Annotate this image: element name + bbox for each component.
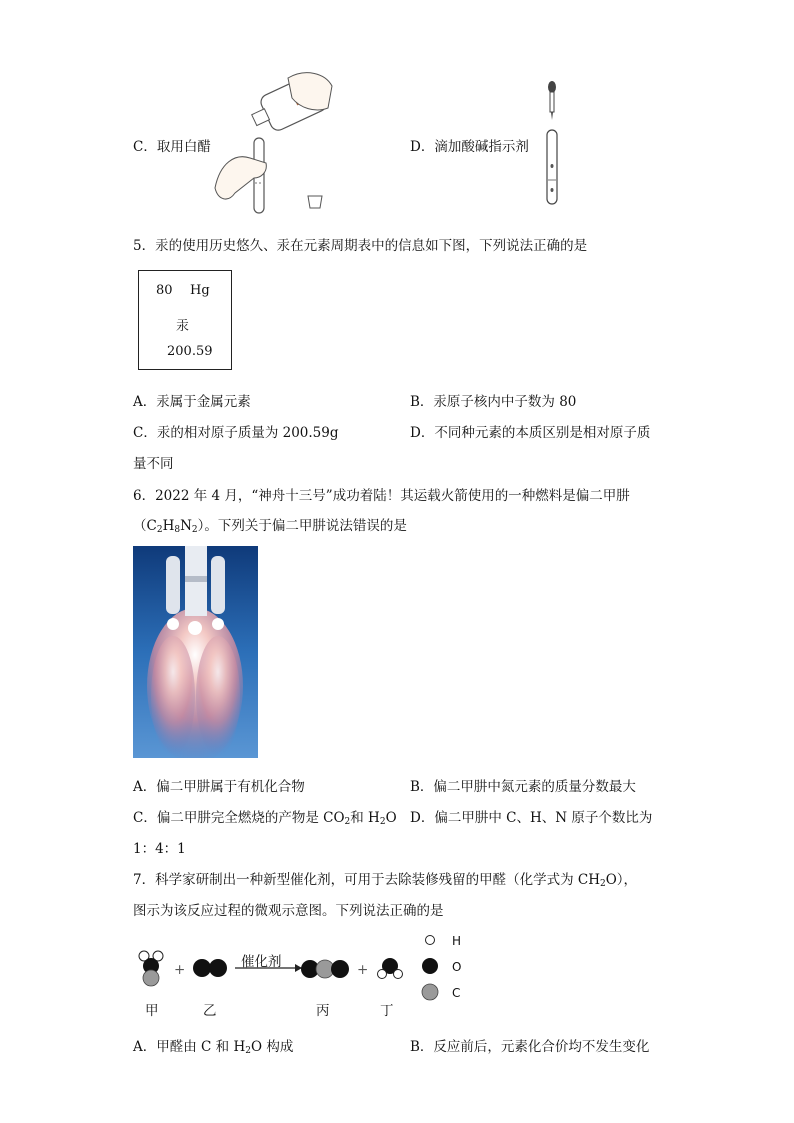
dropper-test-tube-illustration xyxy=(538,80,568,208)
q6-option-a: A．偏二甲肼属于有机化合物 xyxy=(133,779,305,795)
q7-option-b: B．反应前后，元素化合价均不发生变化 xyxy=(410,1039,650,1055)
legend-o: O xyxy=(452,960,462,974)
rocket-launch-photo xyxy=(133,546,258,758)
q4-option-d: D．滴加酸碱指示剂 xyxy=(410,139,529,155)
q6-option-d: D．偏二甲肼中 C、H、N 原子个数比为 xyxy=(410,810,653,826)
q6-option-b: B．偏二甲肼中氮元素的质量分数最大 xyxy=(410,779,636,795)
plus-sign-2: + xyxy=(357,962,369,978)
q6-option-d-continued: 1：4：1 xyxy=(133,841,186,857)
pouring-vinegar-illustration xyxy=(210,68,340,218)
legend-c: C xyxy=(452,986,461,1000)
periodic-table-cell xyxy=(138,270,232,370)
catalyst-label: 催化剂 xyxy=(241,954,282,970)
q6-stem-line2: $(C_2H_8N_2)$。下列关于偏二甲肼说法错误的是 xyxy=(133,518,407,535)
molecule-carbon-dioxide xyxy=(301,960,349,978)
q5-stem: 5．汞的使用历史悠久、汞在元素周期表中的信息如下图，下列说法正确的是 xyxy=(133,238,588,254)
molecule-oxygen xyxy=(193,959,227,977)
q5-option-a: A．汞属于金属元素 xyxy=(133,394,251,410)
q6-option-c: C．偏二甲肼完全燃烧的产物是 $CO_2$和 $H_2O$ xyxy=(133,810,397,827)
q6-stem-line1: 6．2022 年 4 月，“神舟十三号”成功着陆！其运载火箭使用的一种燃料是偏二甲肼 xyxy=(133,488,630,504)
legend-h: H xyxy=(452,934,462,948)
q7-stem-line1: 7．科学家研制出一种新型催化剂，可用于去除装修残留的甲醛（化学式为 $CH_2O$）， xyxy=(133,872,638,889)
q5-option-d-continued: 量不同 xyxy=(133,456,174,472)
q7-stem-line2: 图示为该反应过程的微观示意图。下列说法正确的是 xyxy=(133,903,444,919)
element-symbol: Hg xyxy=(190,283,210,298)
label-bing: 丙 xyxy=(316,1003,330,1019)
q7-option-a: A．甲醛由 C 和 $H_2O$ 构成 xyxy=(133,1039,294,1056)
q5-option-c: C．汞的相对原子质量为 200.59g xyxy=(133,425,339,441)
label-ding: 丁 xyxy=(380,1003,394,1019)
q5-option-d: D．不同种元素的本质区别是相对原子质 xyxy=(410,425,651,441)
plus-sign-1: + xyxy=(174,962,186,978)
atom-legend xyxy=(422,936,438,1001)
element-name: 汞 xyxy=(176,319,190,334)
molecule-water xyxy=(378,958,403,979)
label-yi: 乙 xyxy=(203,1003,217,1019)
label-jia: 甲 xyxy=(145,1003,159,1019)
q4-option-c: C．取用白醋 xyxy=(133,139,211,155)
atomic-mass: 200.59 xyxy=(167,344,213,359)
molecule-formaldehyde xyxy=(139,951,163,986)
q5-option-b: B．汞原子核内中子数为 80 xyxy=(410,394,577,410)
atomic-number: 80 xyxy=(156,283,173,298)
